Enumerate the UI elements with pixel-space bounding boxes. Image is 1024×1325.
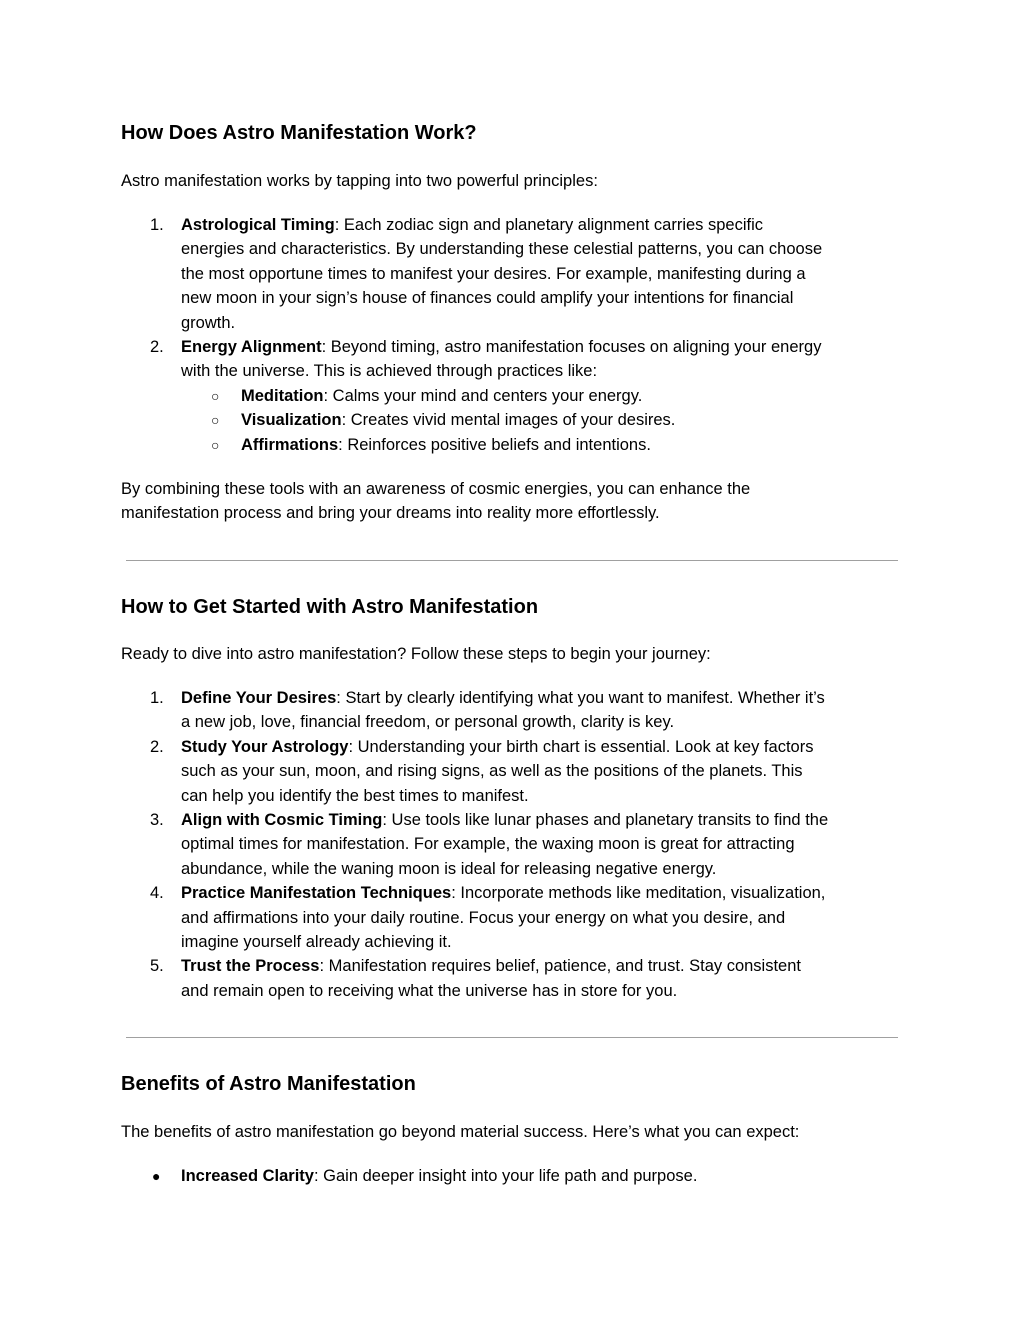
- list-item: ● Increased Clarity: Gain deeper insight into your life path and purpose.: [121, 1164, 907, 1188]
- list-item: 3. Align with Cosmic Timing: Use tools like lunar phases and planetary transits to find the optimal times for manifestation. For example, the waxing moon is great for attracting abundance, while the waning moon is ideal for releasing negative energy.: [121, 808, 907, 881]
- list-item: 5. Trust the Process: Manifestation requires belief, patience, and trust. Stay consistent and remain open to receiving what the universe has in store for you.: [121, 954, 907, 1003]
- list-number: 3.: [150, 811, 164, 830]
- section-heading-how-it-works: How Does Astro Manifestation Work?: [121, 122, 477, 144]
- list-number: 2.: [150, 338, 164, 357]
- list-item: 2. Energy Alignment: Beyond timing, astro manifestation focuses on aligning your energy with the universe. This is achieved through practices like:: [121, 335, 907, 384]
- list-item: 2. Study Your Astrology: Understanding your birth chart is essential. Look at key factors such as your sun, moon, and rising signs, as well as the positions of the planets. This can help you identify the best times to manifest.: [121, 735, 907, 808]
- intro-paragraph: The benefits of astro manifestation go beyond material success. Here’s what you can expect:: [121, 1123, 800, 1141]
- hollow-bullet-icon: ○: [211, 387, 220, 404]
- sub-list-item: ○ Visualization: Creates vivid mental images of your desires.: [121, 408, 907, 432]
- list-item-title: Increased Clarity: [181, 1167, 314, 1185]
- list-number: 2.: [150, 737, 164, 756]
- list-item-title: Study Your Astrology: [181, 737, 349, 756]
- closing-paragraph: By combining these tools with an awareness of cosmic energies, you can enhance the manifestation process and bring your dreams into reality more effortlessly.: [121, 480, 751, 523]
- hollow-bullet-icon: ○: [211, 436, 220, 453]
- hollow-bullet-icon: ○: [211, 412, 220, 429]
- bullet-icon: ●: [152, 1168, 161, 1184]
- list-number: 4.: [150, 884, 164, 903]
- sub-item-title: Meditation: [241, 386, 324, 405]
- list-item-title: Practice Manifestation Techniques: [181, 884, 452, 903]
- sub-list-item: ○ Meditation: Calms your mind and centers your energy.: [121, 384, 907, 408]
- sub-item-title: Affirmations: [241, 435, 339, 454]
- list-item-title: Trust the Process: [181, 957, 320, 976]
- list-number: 1.: [150, 689, 164, 707]
- horizontal-divider: [126, 1037, 898, 1038]
- numbered-list: [121, 213, 907, 457]
- list-item-title: Astrological Timing: [181, 216, 335, 234]
- bullet-list: [121, 1164, 907, 1188]
- section-heading-get-started: How to Get Started with Astro Manifestation: [121, 596, 539, 618]
- list-item-title: Align with Cosmic Timing: [181, 811, 383, 830]
- list-item-title: Energy Alignment: [181, 338, 322, 357]
- list-item: 1. Astrological Timing: Each zodiac sign and planetary alignment carries specific energies and characteristics. By understanding these celestial patterns, you can choose the most opportune times to manifest your desires. For example, manifesting during a new moon in your sign’s house of finances could amplify your intentions for financial growth.: [121, 213, 907, 335]
- section-heading-benefits: Benefits of Astro Manifestation: [121, 1073, 416, 1095]
- numbered-list: [121, 686, 907, 1003]
- sub-list-item: ○ Affirmations: Reinforces positive beliefs and intentions.: [121, 433, 907, 457]
- list-item-title: Define Your Desires: [181, 689, 337, 707]
- list-item: 4. Practice Manifestation Techniques: Incorporate methods like meditation, visualization, and affirmations into your daily routine. Focus your energy on what you desire, and imagine yourself already achieving it.: [121, 881, 907, 954]
- list-item: 1. Define Your Desires: Start by clearly identifying what you want to manifest. Whether it’s a new job, love, financial freedom, or personal growth, clarity is key.: [121, 686, 907, 735]
- list-number: 1.: [150, 216, 164, 234]
- horizontal-divider: [126, 560, 898, 561]
- intro-paragraph: Ready to dive into astro manifestation? Follow these steps to begin your journey:: [121, 645, 711, 663]
- sub-item-title: Visualization: [241, 411, 342, 430]
- intro-paragraph: Astro manifestation works by tapping into two powerful principles:: [121, 172, 598, 190]
- list-number: 5.: [150, 957, 164, 976]
